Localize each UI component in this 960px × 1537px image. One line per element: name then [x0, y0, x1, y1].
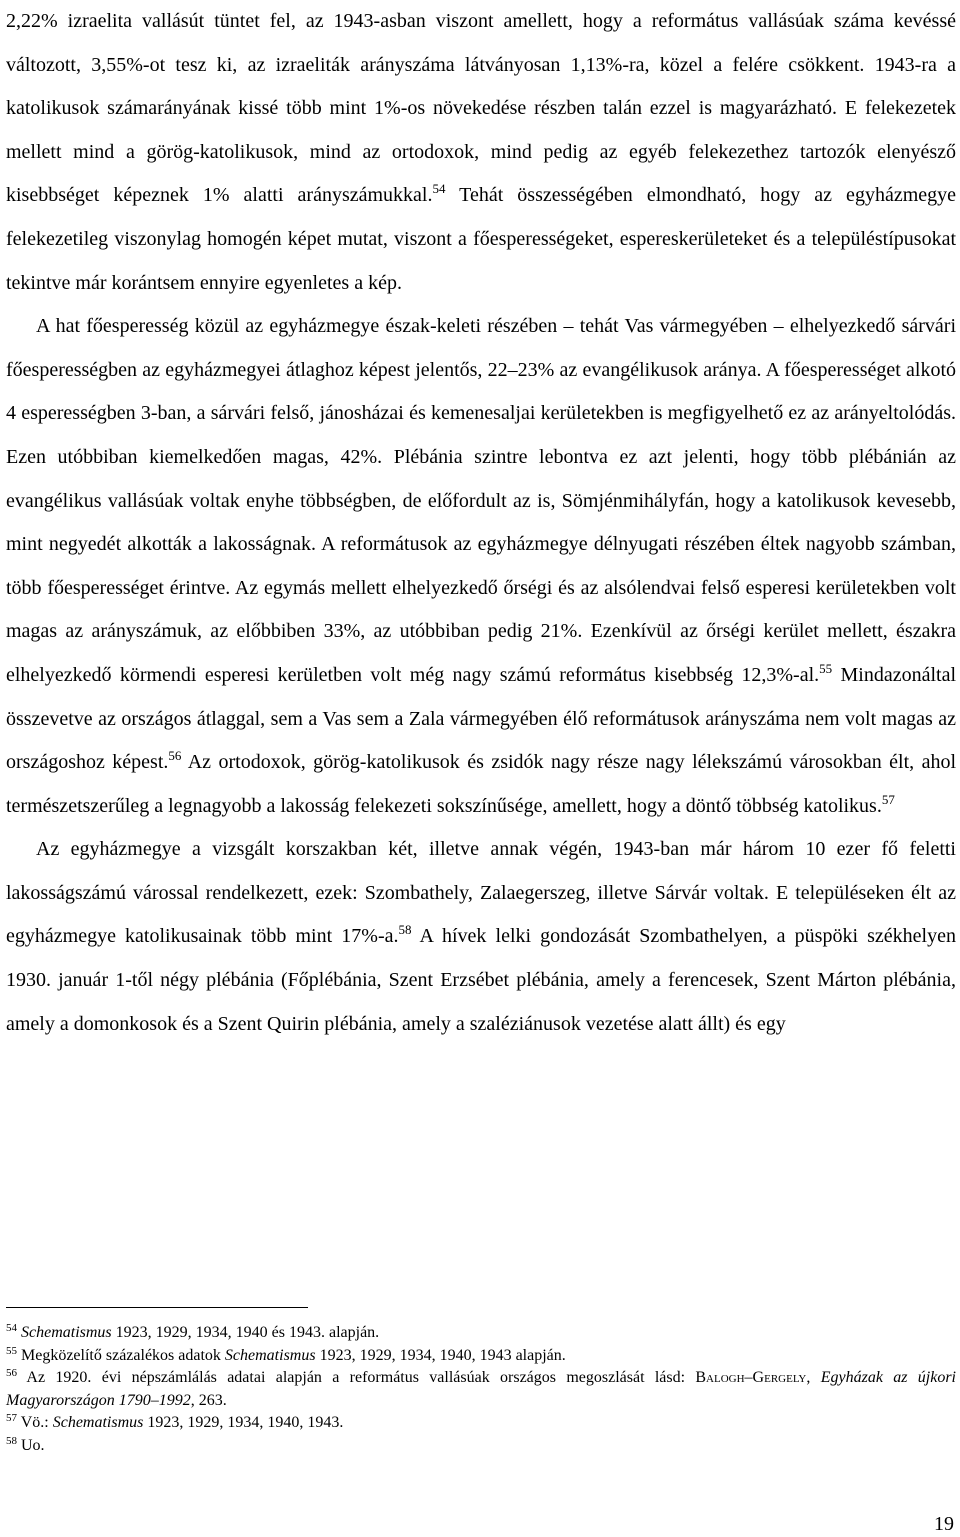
paragraph-text: Az egyházmegye a vizsgált korszakban két, illetve annak végén, 1943-ban már három 10 ezer fő feletti lakosságszámú várossal rendelkezett, ezek: Szombathely, Zalaegerszeg, illetve Sárvár voltak. E településeken élt az egyházmegye katolikusainak több mint 17%-a.: [6, 838, 956, 948]
footnote-text: Az 1920. évi népszámlálás adatai alapján a református vallásúak országos megoszlását lásd:: [17, 1369, 696, 1386]
footnote-text: , 263.: [190, 1391, 227, 1409]
footnote-number: 55: [6, 1344, 17, 1357]
paragraph-3: [6, 828, 956, 1046]
footnote-title: Schematismus: [52, 1414, 144, 1431]
footnote-ref-55[interactable]: 55: [819, 660, 833, 676]
footnote-text: 1923, 1929, 1934, 1940, 1943.: [143, 1414, 344, 1431]
footnote-ref-54[interactable]: 54: [432, 181, 446, 197]
footnote-54: [6, 1322, 956, 1345]
footnote-number: 58: [6, 1434, 17, 1447]
footnote-58: [6, 1435, 956, 1458]
footnote-ref-58[interactable]: 58: [398, 922, 412, 938]
footnote-title: Schematismus: [224, 1346, 316, 1364]
paragraph-text: A hat főesperesség közül az egyházmegye észak-keleti részében – tehát Vas vármegyében – elhelyezkedő sárvári főesperességben az egyházmegyei átlaghoz képest jelentős, 22–23% az evangélikusok aránya. A főesperességet alkotó 4 esperességben 3-ban, a sárvári felső, jánosházai és kemenesaljai kerületekben is megfigyelhető ez az arányeltolódás. Ezen utóbbiban kiemelkedően magas, 42%. Plébánia szintre lebontva ez azt jelenti, hogy több plébánián az evangélikus vallásúak voltak enyhe többségben, de előfordult az is, Sömjénmihályfán, hogy a katolikusok kevesebb, mint negyedét alkották a lakosságnak. A reformátusok az egyházmegye délnyugati részében éltek nagyobb számban, több főesperességet érintve. Az egymás mellett elhelyezkedő őrségi és az alsólendvai felső esperesi kerületekben volt magas az arányszámuk, az előbbiben 33%, az utóbbiban pedig 21%. Ezenkívül az őrségi kerület mellett, északra elhelyezkedő körmendi esperesi kerületben volt még nagy számú református kisebbség 12,3%-al.: [6, 315, 956, 686]
paragraph-text: 2,22% izraelita vallásút tüntet fel, az 1943-asban viszont amellett, hogy a református vallásúak száma kevéssé változott, 3,55%-ot tesz ki, az izraeliták arányszáma látványosan 1,13%-ra, közel a felére csökkent. 1943-ra a katolikusok számarányának kissé több mint 1%-os növekedése részben talán ezzel is magyarázható. E felekezetek mellett mind a görög-katolikusok, mind az ortodoxok, mind pedig az egyéb felekezethez tartozók elenyésző kisebbséget képeznek 1% alatti arányszámukkal.: [6, 10, 956, 207]
footnote-author: Balogh–Gergely: [695, 1369, 807, 1386]
paragraph-text: Az ortodoxok, görög-katolikusok és zsidók nagy része nagy lélekszámú városokban élt, ahol természetszerűleg a legnagyobb a lakosság felekezeti sokszínűsége, amellett, hogy a döntő többség katolikus.: [6, 751, 956, 817]
footnote-separator: [6, 1307, 308, 1308]
footnote-text: 1923, 1929, 1934, 1940, 1943 alapján.: [315, 1346, 566, 1364]
footnote-number: 56: [6, 1367, 17, 1379]
paragraph-1: [6, 0, 956, 305]
paragraph-text: Mindazonáltal összevetve az országos átlaggal, sem a Vas sem a Zala vármegyében élő reformátusok arányszáma nem volt magas az országoshoz képest.: [6, 663, 956, 774]
footnote-55: [6, 1345, 956, 1368]
footnote-text: Uo.: [21, 1436, 45, 1454]
footnote-title: Egyházak az újkori Magyarországon 1790–1992: [6, 1369, 957, 1409]
paragraph-2: [6, 305, 956, 828]
footnote-56: [6, 1367, 956, 1412]
footnote-ref-57[interactable]: 57: [881, 791, 895, 807]
footnote-title: Schematismus: [21, 1324, 112, 1341]
footnote-text: 1923, 1929, 1934, 1940 és 1943. alapján.: [111, 1324, 380, 1341]
paragraph-text: A hívek lelki gondozását Szombathelyen, a püspöki székhelyen 1930. január 1-től négy plébánia (Főplébánia, Szent Erzsébet plébánia, amely a ferencesek, Szent Márton plébánia, amely a domonkosok és a Szent Quirin plébánia, amely a szaléziánusok vezetése alatt állt) és egy: [6, 925, 956, 1035]
page-number: 19: [934, 1513, 954, 1535]
footnote-text: Vö.:: [20, 1414, 53, 1431]
footnote-ref-56[interactable]: 56: [168, 748, 182, 764]
footnotes: [6, 1322, 956, 1457]
footnote-text: Megközelítő százalékos adatok: [21, 1346, 225, 1364]
footnote-57: [6, 1412, 956, 1435]
body-text: [6, 0, 956, 1046]
paragraph-text: Tehát összességében elmondható, hogy az egyházmegye felekezetileg viszonylag homogén képet mutat, viszont a főesperességeket, espereskerületeket és a településtípusokat tekintve már korántsem ennyire egyenletes a kép.: [6, 184, 957, 294]
footnote-number: 54: [6, 1322, 17, 1334]
footnote-text: ,: [806, 1369, 821, 1386]
footnote-number: 57: [6, 1412, 17, 1424]
